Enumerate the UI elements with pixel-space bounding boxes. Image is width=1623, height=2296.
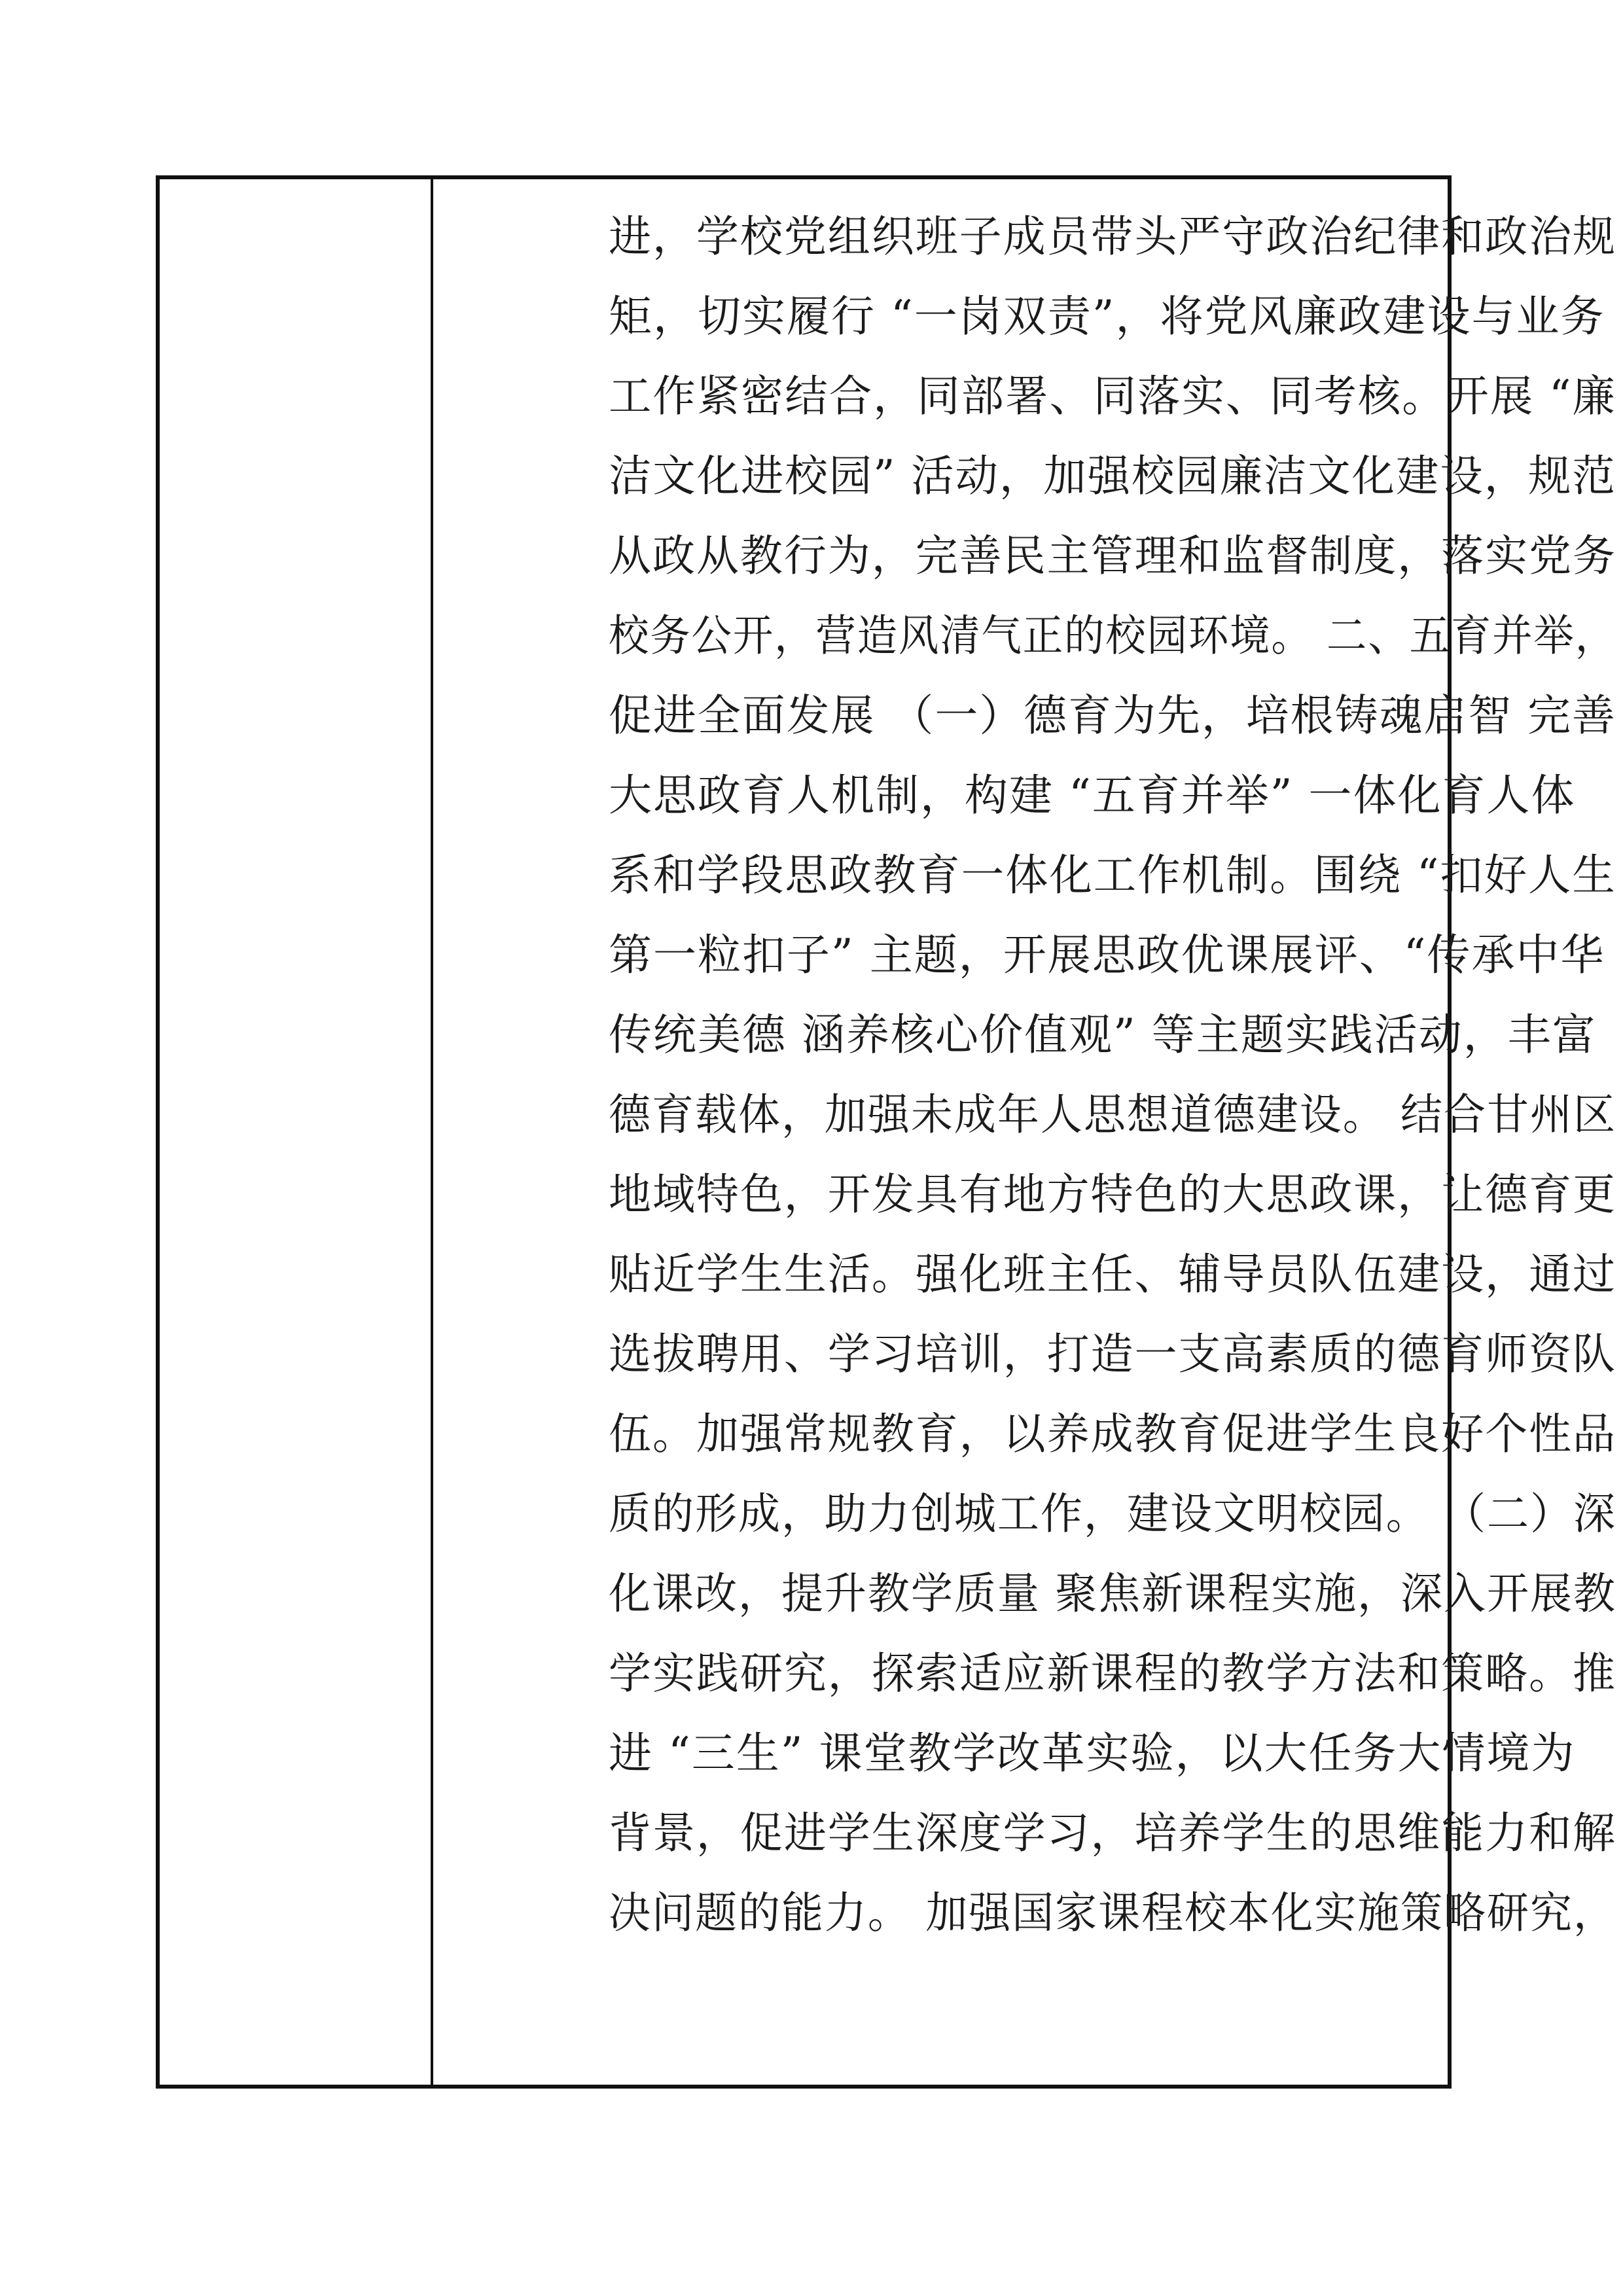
form-table	[156, 175, 1616, 2089]
text-line: 伍。加强常规教育，以养成教育促进学生良好个性品	[609, 1409, 1616, 1459]
text-line: 传统美德 涵养核心价值观” 等主题实践活动，丰富	[609, 1010, 1597, 1060]
text-line: 促进全面发展 （一）德育为先，培根铸魂启智 完善	[609, 690, 1616, 741]
text-line: 质的形成，助力创城工作，建设文明校园。 （二）深	[609, 1489, 1616, 1539]
text-line: 学实践研究，探索适应新课程的教学方法和策略。推	[609, 1648, 1616, 1699]
text-line: 大思政育人机制，构建 “五育并举” 一体化育人体	[609, 770, 1576, 821]
text-line: 决问题的能力。 加强国家课程校本化实施策略研究，	[609, 1888, 1616, 1938]
text-line: 第一粒扣子” 主题，开展思政优课展评、“传承中华	[609, 930, 1605, 980]
text-line: 进 “三生” 课堂教学改革实验，以大任务大情境为	[609, 1728, 1576, 1778]
text-line: 洁文化进校园” 活动，加强校园廉洁文化建设，规范	[609, 451, 1616, 501]
table-label-cell	[160, 179, 433, 2085]
text-line: 校务公开，营造风清气正的校园环境。 二、五育并举，	[609, 610, 1616, 661]
text-line: 德育载体，加强未成年人思想道德建设。 结合甘州区	[609, 1089, 1616, 1140]
text-line: 化课改，提升教学质量 聚焦新课程实施，深入开展教	[609, 1568, 1616, 1619]
text-line: 背景，促进学生深度学习，培养学生的思维能力和解	[609, 1808, 1616, 1858]
text-line: 工作紧密结合，同部署、同落实、同考核。开展 “廉	[609, 371, 1616, 421]
text-line: 地域特色，开发具有地方特色的大思政课，让德育更	[609, 1169, 1616, 1220]
text-line: 进，学校党组织班子成员带头严守政治纪律和政治规	[609, 211, 1616, 262]
text-line: 从政从教行为，完善民主管理和监督制度，落实党务	[609, 531, 1616, 581]
text-line: 贴近学生生活。强化班主任、辅导员队伍建设，通过	[609, 1249, 1616, 1299]
text-line: 选拔聘用、学习培训，打造一支高素质的德育师资队	[609, 1329, 1616, 1379]
table-content-cell	[433, 179, 1616, 2085]
text-line: 矩，切实履行 “一岗双责”，将党风廉政建设与业务	[609, 291, 1605, 342]
text-line: 系和学段思政教育一体化工作机制。围绕 “扣好人生	[609, 850, 1616, 900]
